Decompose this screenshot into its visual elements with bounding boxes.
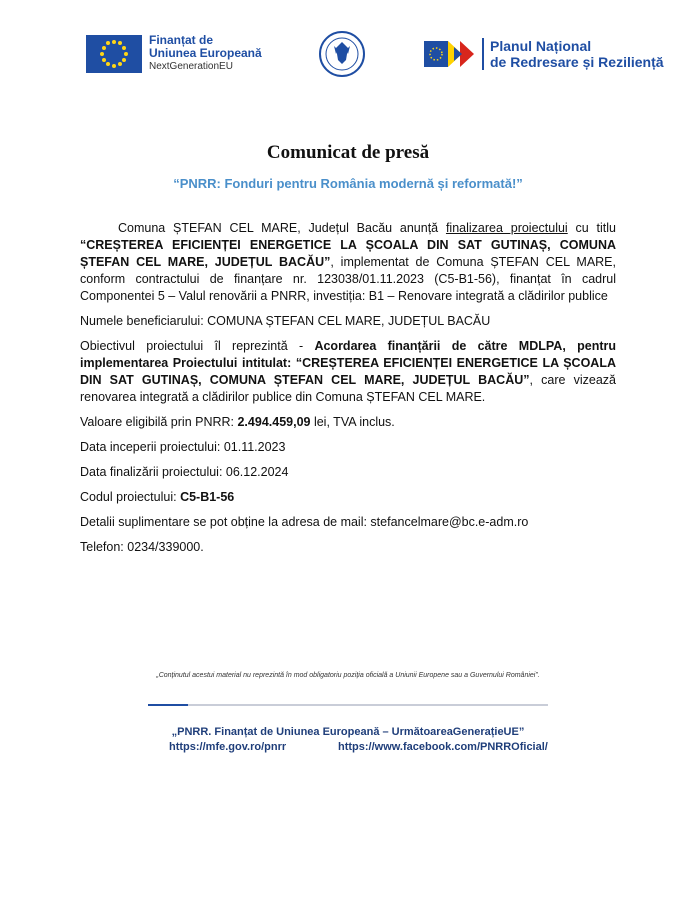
pnrr-flag-icon: [424, 39, 478, 69]
pnrr-logo-line1: Planul Național: [490, 38, 592, 54]
phone-line: Telefon: 0234/339000.: [80, 540, 204, 554]
announcement-text-c: , implementat de Comuna ȘTEFAN CEL MARE, conform contractului de finanțare nr. 123038/01.11.2023 (C5-B1-56), finanțat în cadrul Componentei 5 – Valul renovării a PNRR, investiția: B1 – Renovare integrată a clădirilor publice: [80, 255, 616, 303]
announcement-underlined: finalizarea proiectului: [445, 221, 568, 235]
start-date-line: Data inceperii proiectului: 01.11.2023: [80, 440, 286, 454]
eu-star-icon: [106, 62, 110, 66]
eu-star-icon: [118, 41, 122, 45]
government-seal-icon: [318, 30, 366, 78]
press-release-body: [80, 220, 616, 564]
pnrr-logo-text: [482, 38, 664, 70]
document-header: [0, 26, 696, 86]
eu-flag-icon: [86, 35, 142, 73]
pnrr-logo-line2: de Redresare și Reziliență: [490, 54, 664, 70]
mfe-link[interactable]: https://mfe.gov.ro/pnrr: [169, 741, 287, 753]
facebook-link[interactable]: https://www.facebook.com/PNRROficial/: [338, 741, 548, 753]
pnrr-logo: [424, 38, 664, 70]
eu-star-icon: [122, 58, 126, 62]
code-label: Codul proiectului:: [80, 490, 181, 504]
value-amount: 2.494.459,09: [237, 415, 311, 429]
page-title: Comunicat de presă: [266, 142, 430, 163]
project-title-bold: “CREȘTEREA EFICIENȚEI ENERGETICE LA ȘCOALA DIN SAT GUTINAȘ, COMUNA ȘTEFAN CEL MARE, JUDEȚUL BACĂU”: [80, 238, 616, 269]
value-suffix: lei, TVA inclus.: [310, 415, 395, 429]
beneficiary-line: Numele beneficiarului: COMUNA ȘTEFAN CEL MARE, JUDEȚUL BACĂU: [80, 314, 491, 328]
objective-bold: Acordarea finanțării de către MDLPA, pentru implementarea Proiectului intitulat: “CREȘTEREA EFICIENȚEI ENERGETICE LA ȘCOALA DIN SAT GUTINAȘ, COMUNA ȘTEFAN CEL MARE, JUDEȚUL BACĂU”: [80, 339, 616, 387]
objective-paragraph: [80, 338, 616, 406]
eu-logo-line2: Uniunea Europeană: [149, 46, 262, 60]
eu-logo-line3: NextGenerationEU: [149, 61, 233, 72]
eu-star-icon: [112, 64, 116, 68]
eu-funding-logo: [86, 34, 262, 73]
eu-star-icon: [102, 46, 106, 50]
eu-logo-text: [149, 34, 262, 73]
announcement-text-a: Comuna ȘTEFAN CEL MARE, Județul Bacău anunță: [118, 221, 446, 235]
contact-email-line: Detalii suplimentare se pot obține la adresa de mail: stefancelmare@bc.e-adm.ro: [80, 515, 529, 529]
eu-star-icon: [124, 52, 128, 56]
page-subtitle: “PNRR: Fonduri pentru România modernă și reformată!”: [173, 176, 523, 191]
disclaimer-text: „Conținutul acestui material nu reprezintă în mod obligatoriu poziția oficială a Uniunii Europene sau a Guvernului României”.: [156, 672, 540, 679]
project-code-line: [80, 489, 616, 506]
project-announcement-paragraph: [80, 220, 616, 305]
objective-text-c: , care vizează renovarea integrată a clădirilor publice din Comuna ȘTEFAN CEL MARE.: [80, 373, 616, 404]
footer-funding-line: „PNRR. Finanțat de Uniunea Europeană – UrmătoareaGenerațieUE”: [171, 726, 525, 738]
footer-divider: [148, 704, 548, 706]
eu-star-icon: [102, 58, 106, 62]
eu-star-icon: [122, 46, 126, 50]
eu-logo-line1: Finanțat de: [149, 33, 214, 47]
value-label: Valoare eligibilă prin PNRR:: [80, 415, 238, 429]
end-date-line: Data finalizării proiectului: 06.12.2024: [80, 465, 289, 479]
objective-text-a: Obiectivul proiectului îl reprezintă -: [80, 339, 315, 353]
eu-star-icon: [100, 52, 104, 56]
eu-star-icon: [112, 40, 116, 44]
eligible-value-line: [80, 414, 616, 431]
eu-star-icon: [118, 62, 122, 66]
eu-star-icon: [106, 41, 110, 45]
announcement-text-b: cu titlu: [567, 221, 616, 235]
code-value: C5-B1-56: [180, 490, 235, 504]
